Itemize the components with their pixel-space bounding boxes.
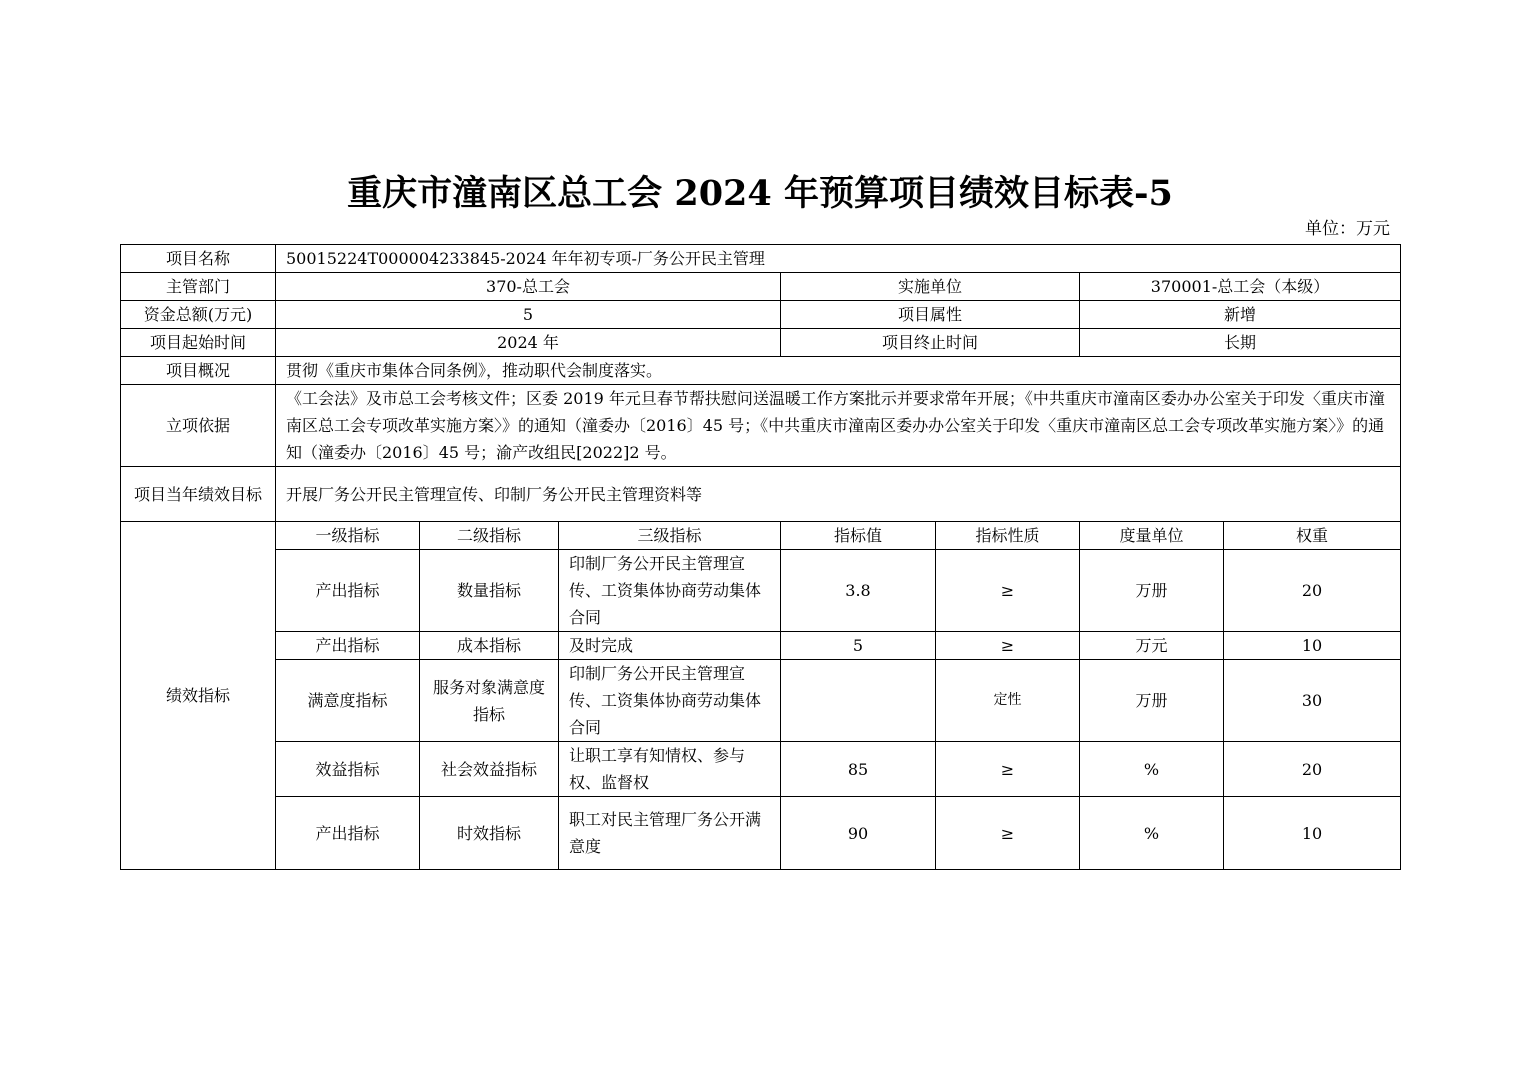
impl-unit-value: 370001-总工会（本级）: [1080, 273, 1401, 301]
row-goal: [121, 467, 1401, 522]
unit-label: 单位：万元: [1305, 219, 1390, 239]
indicator-unit: 万元: [1080, 632, 1224, 660]
impl-unit-label: 实施单位: [781, 273, 1080, 301]
header-value: 指标值: [781, 522, 936, 550]
attr-value: 新增: [1080, 301, 1401, 329]
basis-label: 立项依据: [121, 385, 276, 467]
header-weight: 权重: [1224, 522, 1401, 550]
indicator-nature: ≥: [936, 797, 1080, 870]
row-fund: [121, 301, 1401, 329]
header-level3: 三级指标: [559, 522, 781, 550]
dept-value: 370-总工会: [276, 273, 781, 301]
indicator-level1: 产出指标: [276, 797, 420, 870]
basis-value: 《工会法》及市总工会考核文件；区委 2019 年元旦春节帮扶慰问送温暖工作方案批示并要求常年开展；《中共重庆市潼南区委办办公室关于印发〈重庆市潼南区总工会专项改革实施方案〉》的通知（潼委办〔2016〕45 号；《中共重庆市潼南区委办办公室关于印发〈重庆市潼南区总工会专项改革实施方案〉》的通知（潼委办〔2016〕45 号；渝产改组民[2022]2 号。: [276, 385, 1401, 467]
indicator-unit: %: [1080, 797, 1224, 870]
row-basis: [121, 385, 1401, 467]
row-project-name: [121, 245, 1401, 273]
indicator-value: 90: [781, 797, 936, 870]
indicator-weight: 20: [1224, 550, 1401, 632]
indicator-level1: 满意度指标: [276, 660, 420, 742]
project-name-value: 50015224T000004233845-2024 年年初专项-厂务公开民主管理: [276, 245, 1401, 273]
indicator-nature: 定性: [936, 660, 1080, 742]
fund-label: 资金总额(万元): [121, 301, 276, 329]
indicators-section-label: 绩效指标: [121, 522, 276, 870]
goal-label: 项目当年绩效目标: [121, 467, 276, 522]
header-unit: 度量单位: [1080, 522, 1224, 550]
overview-label: 项目概况: [121, 357, 276, 385]
indicator-nature: ≥: [936, 550, 1080, 632]
indicator-value: [781, 660, 936, 742]
start-label: 项目起始时间: [121, 329, 276, 357]
row-department: [121, 273, 1401, 301]
indicator-unit: 万册: [1080, 550, 1224, 632]
indicator-level1: 效益指标: [276, 742, 420, 797]
indicator-row: [121, 797, 1401, 870]
performance-table: [120, 244, 1401, 870]
indicator-row: [121, 632, 1401, 660]
indicator-level3: 及时完成: [559, 632, 781, 660]
indicator-level3: 印制厂务公开民主管理宣传、工资集体协商劳动集体合同: [559, 550, 781, 632]
indicator-level3: 印制厂务公开民主管理宣传、工资集体协商劳动集体合同: [559, 660, 781, 742]
indicator-weight: 10: [1224, 797, 1401, 870]
header-level2: 二级指标: [420, 522, 559, 550]
indicator-nature: ≥: [936, 632, 1080, 660]
indicator-level1: 产出指标: [276, 632, 420, 660]
indicator-level2: 成本指标: [420, 632, 559, 660]
header-nature: 指标性质: [936, 522, 1080, 550]
dept-label: 主管部门: [121, 273, 276, 301]
indicator-nature: ≥: [936, 742, 1080, 797]
end-label: 项目终止时间: [781, 329, 1080, 357]
row-dates: [121, 329, 1401, 357]
project-name-label: 项目名称: [121, 245, 276, 273]
page-title: 重庆市潼南区总工会 2024 年预算项目绩效目标表-5: [347, 173, 1173, 214]
indicator-level2: 服务对象满意度指标: [420, 660, 559, 742]
indicator-level2: 时效指标: [420, 797, 559, 870]
indicator-row: [121, 550, 1401, 632]
indicator-unit: %: [1080, 742, 1224, 797]
indicator-level2: 社会效益指标: [420, 742, 559, 797]
overview-value: 贯彻《重庆市集体合同条例》，推动职代会制度落实。: [276, 357, 1401, 385]
indicator-value: 3.8: [781, 550, 936, 632]
indicator-weight: 10: [1224, 632, 1401, 660]
fund-value: 5: [276, 301, 781, 329]
indicator-value: 5: [781, 632, 936, 660]
indicator-header-row: [121, 522, 1401, 550]
goal-value: 开展厂务公开民主管理宣传、印制厂务公开民主管理资料等: [276, 467, 1401, 522]
indicator-value: 85: [781, 742, 936, 797]
indicator-level3: 职工对民主管理厂务公开满意度: [559, 797, 781, 870]
indicator-unit: 万册: [1080, 660, 1224, 742]
end-value: 长期: [1080, 329, 1401, 357]
indicator-level3: 让职工享有知情权、参与权、监督权: [559, 742, 781, 797]
indicator-weight: 30: [1224, 660, 1401, 742]
header-level1: 一级指标: [276, 522, 420, 550]
indicator-weight: 20: [1224, 742, 1401, 797]
indicator-level1: 产出指标: [276, 550, 420, 632]
indicator-level2: 数量指标: [420, 550, 559, 632]
row-overview: [121, 357, 1401, 385]
attr-label: 项目属性: [781, 301, 1080, 329]
start-value: 2024 年: [276, 329, 781, 357]
indicator-row: [121, 742, 1401, 797]
indicator-row: [121, 660, 1401, 742]
